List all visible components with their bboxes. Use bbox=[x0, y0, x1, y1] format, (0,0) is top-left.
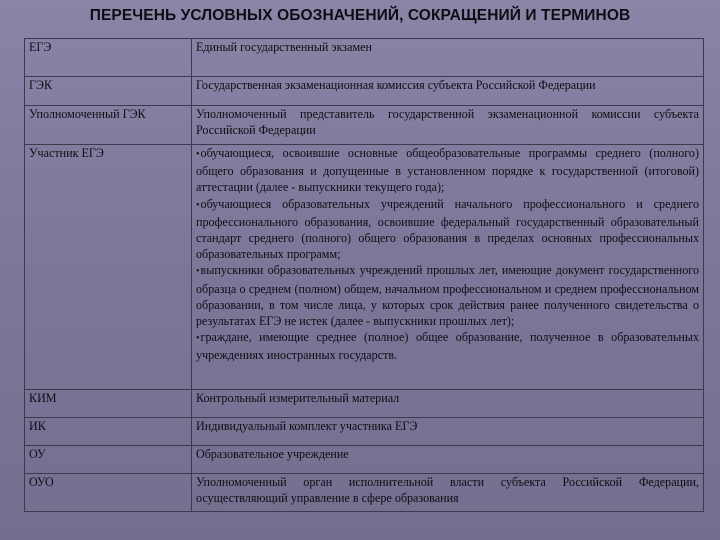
definition-cell: Государственная экзаменационная комиссия субъекта Российской Федерации bbox=[192, 77, 704, 106]
term-cell: ИК bbox=[25, 418, 192, 446]
list-item bbox=[196, 196, 699, 263]
bullet-icon: • bbox=[196, 149, 200, 160]
definition-cell: Уполномоченный орган исполнительной власти субъекта Российской Федерации, осуществляющий управление в сфере образования bbox=[192, 474, 704, 512]
list-item bbox=[196, 329, 699, 363]
list-item bbox=[196, 145, 699, 196]
list-item-text: обучающиеся образовательных учреждений начального профессионального и среднего профессионального образования, освоившие федеральный государственный образовательный стандарт среднего (полного) общего образования в пределах основных профессиональных образовательных программ; bbox=[196, 196, 699, 262]
definition-cell: Уполномоченный представитель государственной экзаменационной комиссии субъекта Российской Федерации bbox=[192, 106, 704, 145]
table-row bbox=[25, 106, 704, 145]
table-row bbox=[25, 390, 704, 418]
page-title: ПЕРЕЧЕНЬ УСЛОВНЫХ ОБОЗНАЧЕНИЙ, СОКРАЩЕНИЙ И ТЕРМИНОВ bbox=[89, 7, 631, 24]
definition-cell: Индивидуальный комплект участника ЕГЭ bbox=[192, 418, 704, 446]
term-cell: КИМ bbox=[25, 390, 192, 418]
definition-cell: Образовательное учреждение bbox=[192, 446, 704, 474]
table-row bbox=[25, 39, 704, 77]
term-cell: ОУО bbox=[25, 474, 192, 512]
list-item-text: граждане, имеющие среднее (полное) общее образование, полученное в образовательных учреждениях иностранных государств. bbox=[196, 330, 699, 363]
table-row bbox=[25, 474, 704, 512]
term-cell: Участник ЕГЭ bbox=[25, 145, 192, 390]
table-row bbox=[25, 446, 704, 474]
terms-table bbox=[24, 38, 704, 512]
table-row bbox=[25, 77, 704, 106]
definition-cell bbox=[192, 145, 704, 390]
definition-cell: Единый государственный экзамен bbox=[192, 39, 704, 77]
list-item-text: выпускники образовательных учреждений прошлых лет, имеющие документ государственного образца о среднем (полном) общем, начальном профессиональном и среднем профессиональном образовании, в том числе лица, у которых срок действия ранее полученного свидетельства о результатах ЕГЭ не истек (далее - выпускники прошлых лет); bbox=[196, 263, 699, 329]
table-row bbox=[25, 418, 704, 446]
definition-cell: Контрольный измерительный материал bbox=[192, 390, 704, 418]
table-row bbox=[25, 145, 704, 390]
term-cell: ГЭК bbox=[25, 77, 192, 106]
bullet-icon: • bbox=[196, 266, 200, 278]
term-cell: ОУ bbox=[25, 446, 192, 474]
term-cell: ЕГЭ bbox=[25, 39, 192, 77]
bullet-icon: • bbox=[196, 333, 200, 345]
bullet-icon: • bbox=[196, 199, 200, 211]
list-item bbox=[196, 262, 699, 329]
term-cell: Уполномоченный ГЭК bbox=[25, 106, 192, 145]
list-item-text: обучающиеся, освоившие основные общеобразовательные программы среднего (полного) общего образования и допущенные в установленном порядке к государственной (итоговой) аттестации (далее - выпускники текущего года); bbox=[196, 146, 699, 195]
